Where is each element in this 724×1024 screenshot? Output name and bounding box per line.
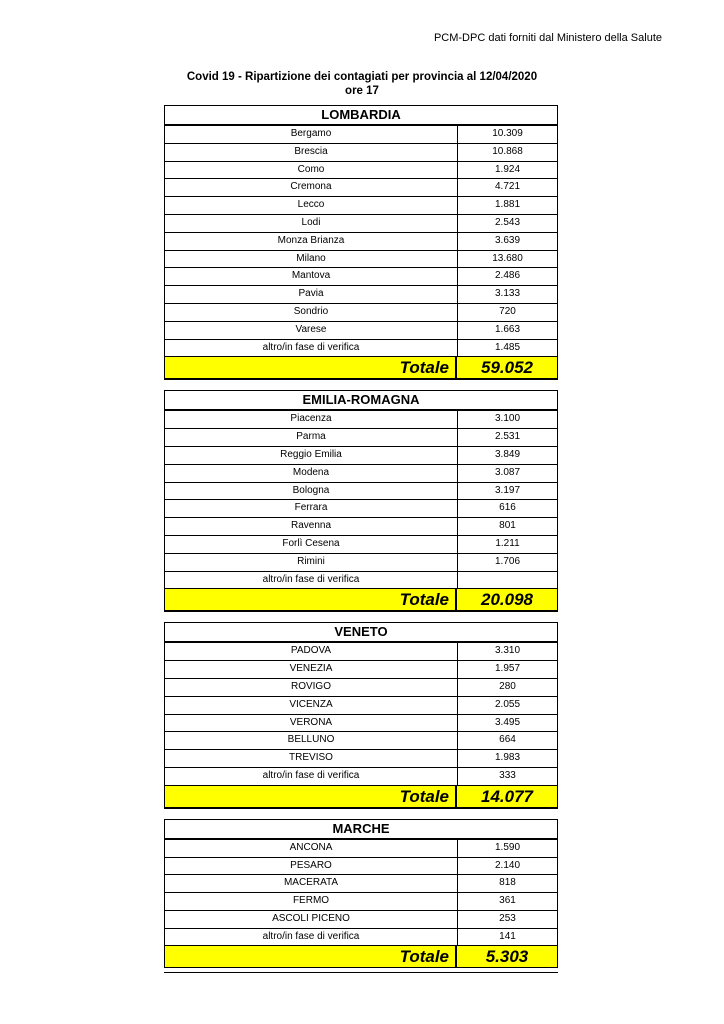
case-count: 280	[499, 680, 516, 692]
province-name: Rimini	[165, 554, 458, 571]
region-heading: MARCHE	[165, 820, 557, 840]
table-row	[165, 518, 557, 536]
table-row	[165, 697, 557, 715]
bottom-rule	[164, 972, 558, 973]
province-name: Como	[165, 162, 458, 179]
total-label: Totale	[165, 357, 457, 378]
table-row	[165, 215, 557, 233]
province-name: Ferrara	[165, 500, 458, 517]
case-count: 616	[499, 502, 516, 514]
case-count: 4.721	[494, 181, 521, 193]
province-name: Brescia	[165, 144, 458, 161]
region-table	[164, 105, 558, 380]
case-count: 720	[499, 305, 516, 317]
total-row	[165, 589, 557, 610]
province-name: altro/in fase di verifica	[165, 768, 458, 785]
table-row	[165, 233, 557, 251]
province-name: altro/in fase di verifica	[165, 340, 458, 357]
table-row	[165, 411, 557, 429]
table-row	[165, 929, 557, 947]
total-value: 14.077	[481, 786, 533, 806]
province-name: Pavia	[165, 286, 458, 303]
province-name: VICENZA	[165, 697, 458, 714]
table-row	[165, 572, 557, 590]
table-row	[165, 875, 557, 893]
table-row	[165, 768, 557, 786]
case-count: 1.211	[495, 537, 520, 549]
case-count: 253	[499, 912, 516, 924]
table-row	[165, 732, 557, 750]
case-count: 1.957	[494, 663, 521, 675]
page-title	[0, 70, 724, 98]
province-name: Milano	[165, 251, 458, 268]
table-row	[165, 500, 557, 518]
case-count: 13.680	[492, 252, 523, 264]
table-row	[165, 679, 557, 697]
table-row	[165, 251, 557, 269]
case-count: 1.983	[494, 752, 521, 764]
case-count: 2.055	[494, 698, 521, 710]
case-count: 664	[499, 734, 516, 746]
region-table	[164, 390, 558, 612]
province-name: Bologna	[165, 483, 458, 500]
case-count: 3.639	[494, 234, 521, 246]
province-name: PESARO	[165, 858, 458, 875]
case-count: 3.495	[494, 716, 521, 728]
region-table	[164, 622, 558, 808]
case-count: 1.485	[494, 341, 521, 353]
total-row	[165, 946, 557, 967]
case-count: 3.100	[494, 413, 521, 425]
case-count: 141	[499, 930, 516, 942]
case-count: 818	[499, 877, 516, 889]
case-count: 1.924	[494, 163, 521, 175]
province-name: Bergamo	[165, 126, 458, 143]
case-count: 2.531	[494, 431, 521, 443]
case-count: 3.849	[494, 448, 521, 460]
case-count: 3.133	[494, 288, 521, 300]
table-row	[165, 840, 557, 858]
table-row	[165, 126, 557, 144]
total-value: 20.098	[481, 590, 533, 610]
case-count: 2.486	[494, 270, 521, 282]
table-row	[165, 268, 557, 286]
case-count: 2.140	[494, 859, 521, 871]
table-row	[165, 536, 557, 554]
province-name: BELLUNO	[165, 732, 458, 749]
table-row	[165, 750, 557, 768]
province-name: altro/in fase di verifica	[165, 929, 458, 946]
table-row	[165, 465, 557, 483]
province-name: VERONA	[165, 715, 458, 732]
table-row	[165, 286, 557, 304]
table-row	[165, 643, 557, 661]
province-name: Lodi	[165, 215, 458, 232]
table-row	[165, 661, 557, 679]
table-row	[165, 179, 557, 197]
table-row	[165, 197, 557, 215]
province-name: Reggio Emilia	[165, 447, 458, 464]
total-value: 5.303	[485, 947, 529, 967]
province-name: Forlì Cesena	[165, 536, 458, 553]
table-row	[165, 322, 557, 340]
case-count: 2.543	[494, 216, 521, 228]
case-count: 10.309	[492, 128, 523, 139]
total-label: Totale	[165, 946, 457, 967]
case-count: 333	[499, 769, 516, 781]
table-row	[165, 447, 557, 465]
province-name: Mantova	[165, 268, 458, 285]
table-row	[165, 554, 557, 572]
case-count: 10.868	[492, 145, 523, 157]
case-count: 801	[499, 520, 516, 532]
table-row	[165, 858, 557, 876]
province-name: Monza Brianza	[165, 233, 458, 250]
province-name: TREVISO	[165, 750, 458, 767]
region-table	[164, 819, 558, 969]
region-tables	[164, 105, 558, 968]
total-label: Totale	[165, 786, 457, 807]
province-name: Sondrio	[165, 304, 458, 321]
province-name: Modena	[165, 465, 458, 482]
case-count: 3.310	[494, 645, 521, 657]
total-value: 59.052	[481, 358, 533, 378]
table-row	[165, 340, 557, 358]
province-name: Cremona	[165, 179, 458, 196]
province-name: Lecco	[165, 197, 458, 214]
table-row	[165, 911, 557, 929]
table-row	[165, 483, 557, 501]
title-line-1: Covid 19 - Ripartizione dei contagiati per provincia al 12/04/2020	[186, 71, 538, 83]
province-name: PADOVA	[165, 643, 458, 660]
table-row	[165, 715, 557, 733]
total-row	[165, 786, 557, 807]
region-heading: EMILIA-ROMAGNA	[165, 391, 557, 411]
province-name: altro/in fase di verifica	[165, 572, 458, 589]
case-count	[458, 572, 557, 589]
province-name: FERMO	[165, 893, 458, 910]
table-row	[165, 144, 557, 162]
province-name: Parma	[165, 429, 458, 446]
case-count: 3.087	[494, 466, 521, 478]
case-count: 1.590	[494, 841, 521, 853]
province-name: ROVIGO	[165, 679, 458, 696]
total-row	[165, 357, 557, 378]
table-row	[165, 893, 557, 911]
province-name: VENEZIA	[165, 661, 458, 678]
total-label: Totale	[165, 589, 457, 610]
province-name: Ravenna	[165, 518, 458, 535]
case-count: 3.197	[494, 484, 521, 496]
region-heading: VENETO	[165, 623, 557, 643]
province-name: MACERATA	[165, 875, 458, 892]
case-count: 1.881	[494, 199, 521, 211]
province-name: Varese	[165, 322, 458, 339]
case-count: 1.706	[494, 555, 521, 567]
header-note: PCM-DPC dati forniti dal Ministero della Salute	[433, 32, 662, 44]
case-count: 361	[499, 895, 516, 907]
province-name: ASCOLI PICENO	[165, 911, 458, 928]
table-row	[165, 429, 557, 447]
title-line-2: ore 17	[345, 85, 379, 97]
table-row	[165, 162, 557, 180]
province-name: ANCONA	[165, 840, 458, 857]
table-row	[165, 304, 557, 322]
case-count: 1.663	[494, 323, 521, 335]
province-name: Piacenza	[165, 411, 458, 428]
region-heading: LOMBARDIA	[165, 106, 557, 126]
